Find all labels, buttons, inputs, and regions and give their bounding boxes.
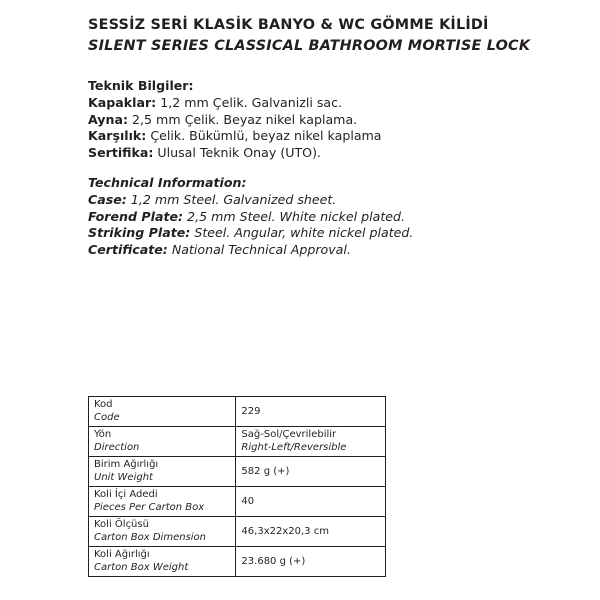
spec-heading: Teknik Bilgiler: — [88, 78, 194, 93]
label-turkish: Yön — [94, 429, 112, 440]
table-row — [89, 487, 386, 517]
label-turkish: Birim Ağırlığı — [94, 459, 159, 470]
page-title-english: SILENT SERIES CLASSICAL BATHROOM MORTISE LOCK — [88, 38, 531, 54]
product-spec-table — [88, 396, 386, 577]
label-english: Direction — [94, 442, 140, 453]
label-turkish: Koli Ağırlığı — [94, 549, 150, 560]
label-turkish: Koli İçi Adedi — [94, 489, 158, 500]
page-title-turkish: SESSİZ SERİ KLASİK BANYO & WC GÖMME KİLİDİ — [88, 17, 489, 33]
spec-label: Sertifika: — [88, 145, 154, 161]
spec-text: 2,5 mm Çelik. Beyaz nikel kaplama. — [128, 111, 358, 127]
value-primary: 23.680 g (+) — [241, 555, 306, 567]
spec-text: 1,2 mm Steel. Galvanized sheet. — [126, 191, 337, 207]
value-primary: 40 — [241, 495, 255, 507]
spec-line — [88, 145, 382, 162]
technical-info-turkish — [88, 78, 382, 162]
row-value — [236, 547, 386, 577]
label-english: Unit Weight — [94, 472, 153, 483]
row-label — [89, 457, 236, 487]
row-label — [89, 547, 236, 577]
label-english: Carton Box Dimension — [94, 532, 207, 543]
row-value — [236, 397, 386, 427]
spec-text: Ulusal Teknik Onay (UTO). — [153, 145, 321, 161]
table-row — [89, 547, 386, 577]
value-primary: 46,3x22x20,3 cm — [241, 525, 329, 537]
row-label — [89, 397, 236, 427]
technical-info-english — [88, 175, 413, 259]
spec-line — [88, 209, 413, 226]
table-row — [89, 457, 386, 487]
spec-label: Forend Plate: — [88, 208, 184, 224]
spec-label: Case: — [88, 191, 127, 207]
spec-label: Certificate: — [88, 242, 168, 258]
row-value — [236, 457, 386, 487]
label-turkish: Kod — [94, 399, 113, 410]
spec-heading: Technical Information: — [88, 175, 247, 190]
spec-line — [88, 112, 382, 129]
row-value — [236, 487, 386, 517]
value-primary: 229 — [241, 405, 261, 417]
label-english: Carton Box Weight — [94, 562, 189, 573]
spec-text: Steel. Angular, white nickel plated. — [190, 225, 414, 241]
row-label — [89, 517, 236, 547]
spec-text: Çelik. Bükümlü, beyaz nikel kaplama — [146, 128, 382, 144]
spec-label: Karşılık: — [88, 128, 147, 144]
spec-text: National Technical Approval. — [167, 242, 351, 258]
spec-label: Kapaklar: — [88, 94, 157, 110]
label-english: Code — [94, 412, 120, 423]
label-english: Pieces Per Carton Box — [94, 502, 205, 513]
spec-line — [88, 95, 382, 112]
spec-label: Striking Plate: — [88, 225, 191, 241]
row-label — [89, 427, 236, 457]
row-value — [236, 517, 386, 547]
label-turkish: Koli Ölçüsü — [94, 519, 149, 530]
row-label — [89, 487, 236, 517]
spec-text: 2,5 mm Steel. White nickel plated. — [183, 208, 406, 224]
table-row — [89, 427, 386, 457]
spec-line — [88, 192, 413, 209]
table-row — [89, 517, 386, 547]
value-primary: Sağ-Sol/Çevrilebilir — [241, 429, 337, 440]
table-row — [89, 397, 386, 427]
spec-line — [88, 242, 413, 259]
spec-line — [88, 128, 382, 145]
value-primary: 582 g (+) — [241, 465, 290, 477]
spec-line — [88, 225, 413, 242]
value-secondary: Right-Left/Reversible — [241, 442, 347, 453]
spec-label: Ayna: — [88, 111, 129, 127]
row-value — [236, 427, 386, 457]
spec-text: 1,2 mm Çelik. Galvanizli sac. — [156, 94, 343, 110]
